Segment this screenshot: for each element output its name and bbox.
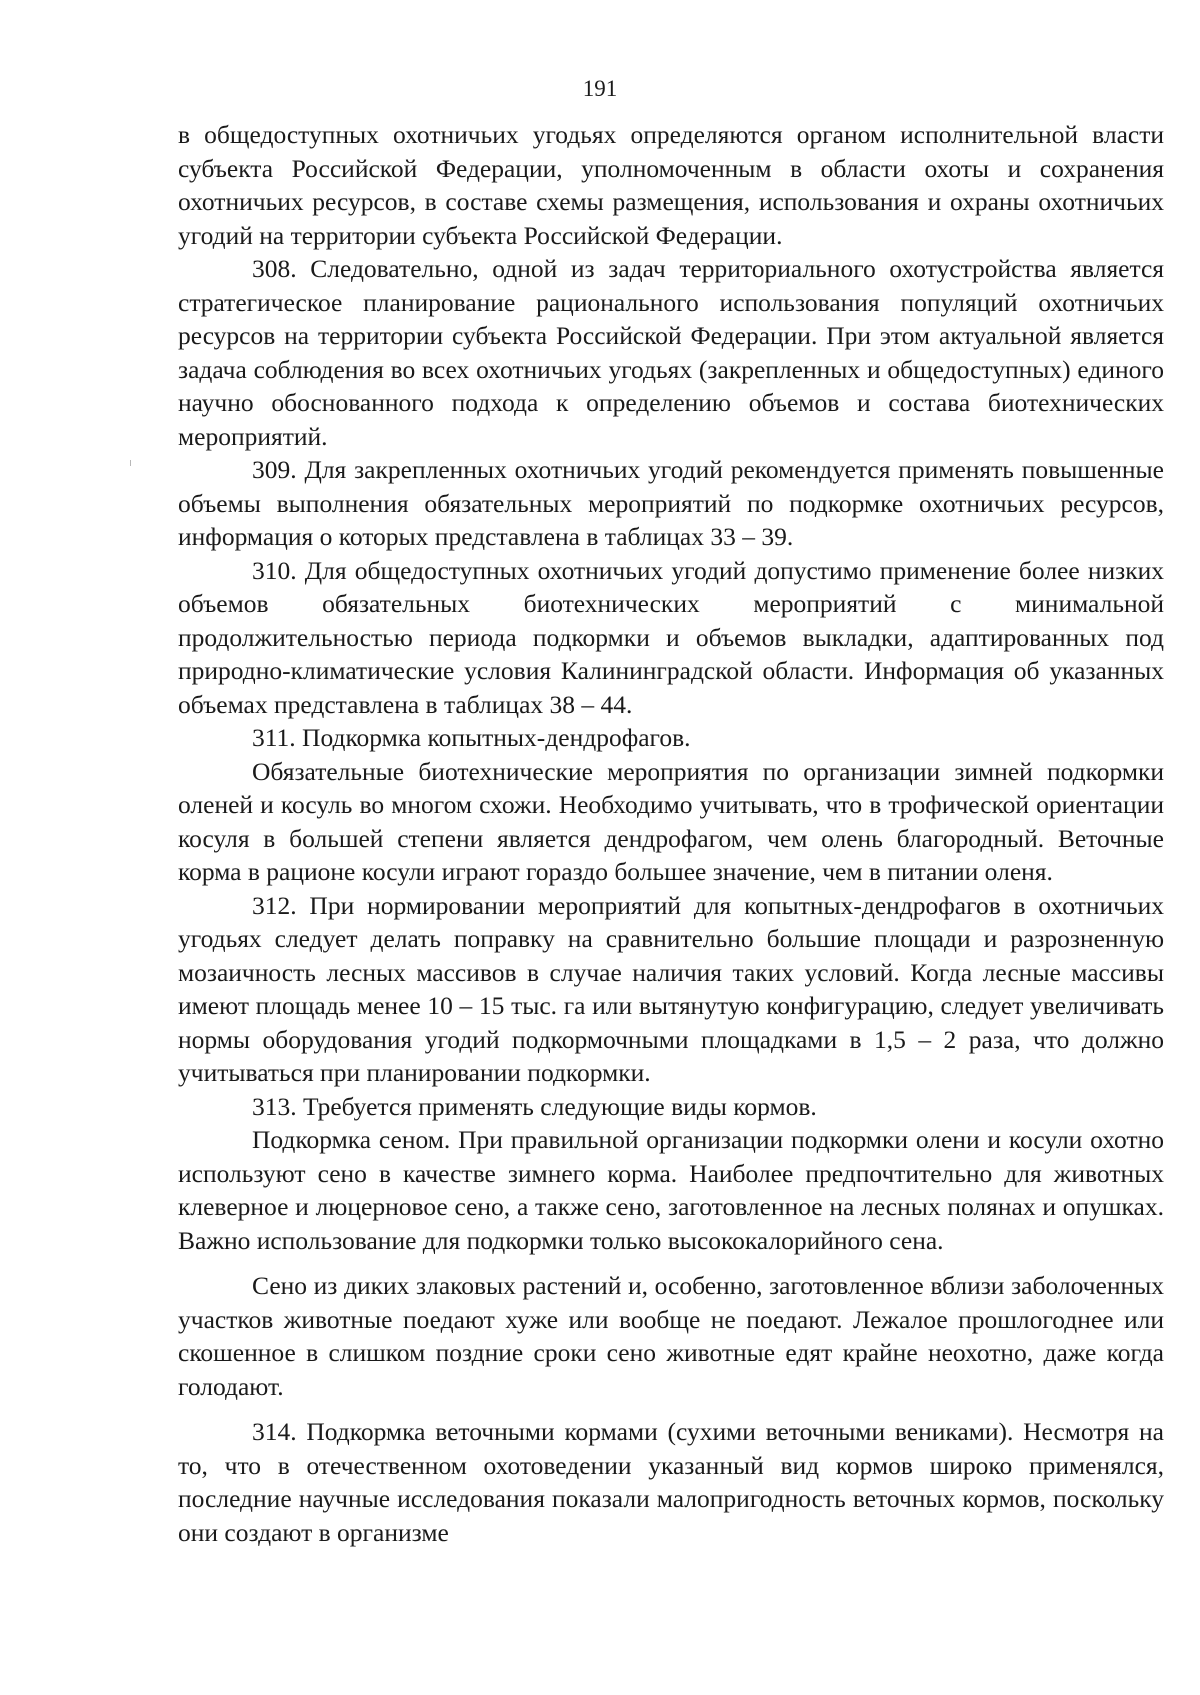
paragraph-312: 312. При нормировании мероприятий для копытных-дендрофагов в охотничьих угодьях следует делать поправку на сравнительно большие площади и разрозненную мозаичность лесных массивов в случае наличия таких условий. Когда лесные массивы имеют площадь менее 10 – 15 тыс. га или вытянутую конфигурацию, следует увеличивать нормы оборудования угодий подкормочными площадками в 1,5 – 2 раза, что должно учитываться при планировании подкормки. (178, 890, 1164, 1087)
paragraph-308: 308. Следовательно, одной из задач территориального охотустройства является стратегическое планирование рационального использования популяций охотничьих ресурсов на территории субъекта Российской Федерации. При этом актуальной является задача соблюдения во всех охотничьих угодьях (закрепленных и общедоступных) единого научно обоснованного подхода к определению объемов и состава биотехнических мероприятий. (178, 254, 1164, 451)
body-text (178, 118, 1164, 1549)
paragraph-313: 313. Требуется применять следующие виды кормов. (252, 1091, 817, 1121)
paragraph-continuation: в общедоступных охотничьих угодьях определяются органом исполнительной власти субъекта Российской Федерации, уполномоченным в области охоты и сохранения охотничьих ресурсов, в составе схемы размещения, использования и охраны охотничьих угодий на территории субъекта Российской Федерации. (178, 120, 1164, 250)
paragraph-314: 314. Подкормка веточными кормами (сухими веточными вениками). Несмотря на то, что в отечественном охотоведении указанный вид кормов широко применялся, последние научные исследования показали малопригодность веточных кормов, поскольку они создают в организме (178, 1417, 1164, 1547)
paragraph-310: 310. Для общедоступных охотничьих угодий допустимо применение более низких объемов обязательных биотехнических мероприятий с минимальной продолжительностью периода подкормки и объемов выкладки, адаптированных под природно-климатические условия Калининградской области. Информация об указанных объемах представлена в таблицах 38 – 44. (178, 555, 1164, 719)
page-number: 191 (582, 76, 618, 101)
paragraph-wild-grass-hay: Сено из диких злаковых растений и, особенно, заготовленное вблизи заболоченных участков животные поедают хуже или вообще не поедают. Лежалое прошлогоднее или скошенное в слишком поздние сроки сено животные едят крайне неохотно, даже когда голодают. (178, 1271, 1164, 1401)
paragraph-309: 309. Для закрепленных охотничьих угодий рекомендуется применять повышенные объемы выполнения обязательных мероприятий по подкормке охотничьих ресурсов, информация о которых представлена в таблицах 33 – 39. (178, 455, 1164, 551)
scan-artifact (130, 460, 131, 466)
paragraph-hay-feeding: Подкормка сеном. При правильной организации подкормки олени и косули охотно используют сено в качестве зимнего корма. Наиболее предпочтительно для животных клеверное и люцерновое сено, а также сено, заготовленное на лесных полянах и опушках. Важно использование для подкормки только высококалорийного сена. (178, 1125, 1164, 1255)
paragraph-311: 311. Подкормка копытных-дендрофагов. (252, 723, 691, 752)
paragraph-ungulate-feeding: Обязательные биотехнические мероприятия по организации зимней подкормки оленей и косуль во многом схожи. Необходимо учитывать, что в трофической ориентации косуля в большей степени является дендрофагом, чем олень благородный. Веточные корма в рационе косули играют гораздо большее значение, чем в питании оленя. (178, 756, 1164, 886)
